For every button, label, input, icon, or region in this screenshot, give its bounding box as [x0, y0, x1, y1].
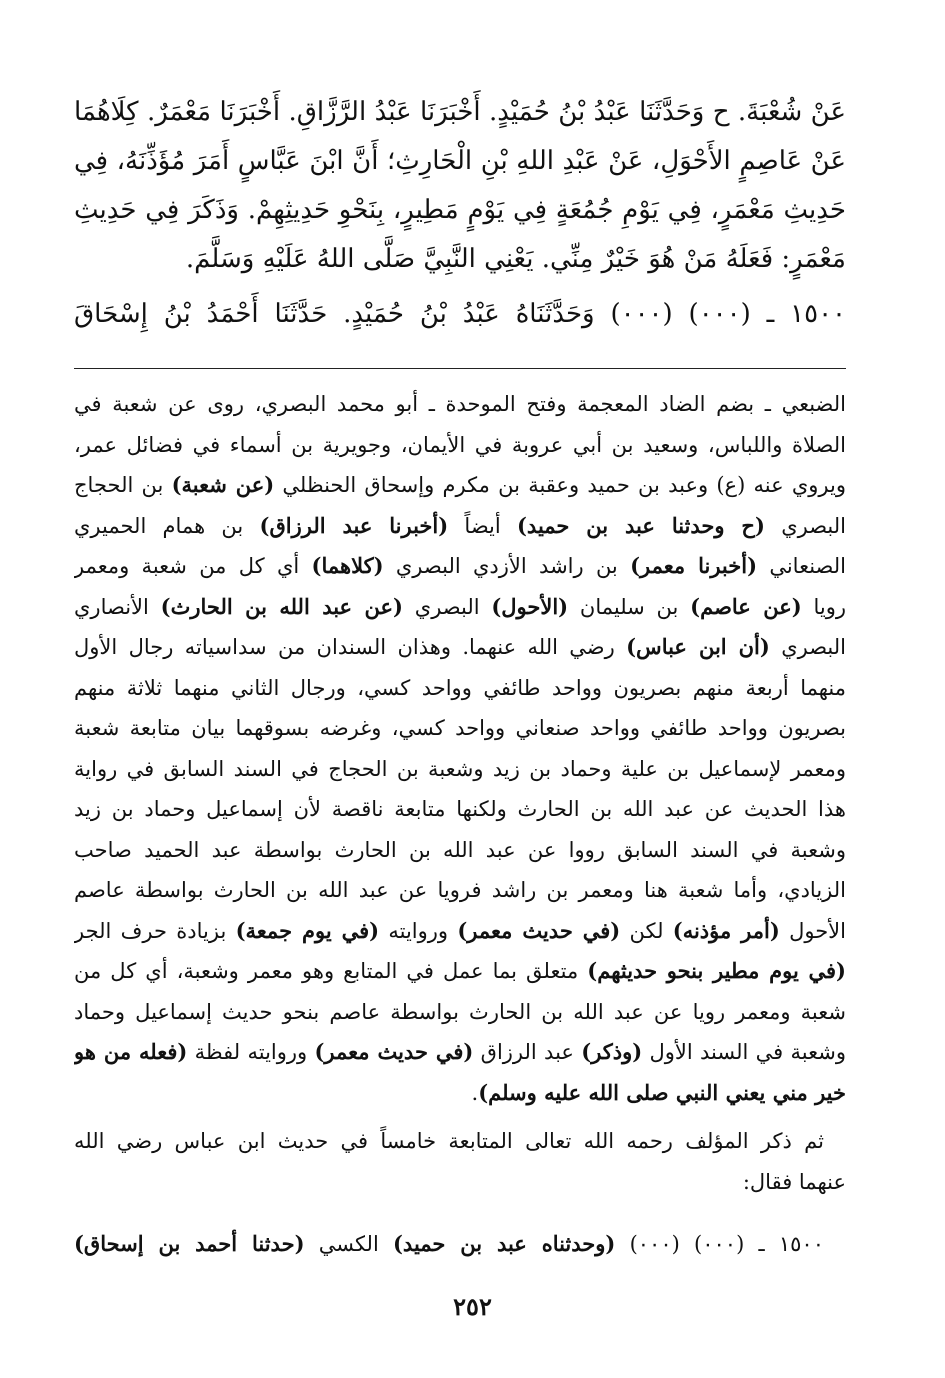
commentary-line: رويا (عن عاصم) بن سليمان (الأحول) البصري (عن عبد الله بن الحارث) الأنصاري: [74, 593, 846, 619]
commentary-line: وشعبة في السند السابق رووا عن عبد الله بن الحارث بواسطة عبد الحميد صاحب: [74, 837, 846, 862]
hadith-line-2: عَنْ عَاصِمٍ الأَحْوَلِ، عَنْ عَبْدِ اللهِ بْنِ الْحَارِثِ؛ أَنَّ ابْنَ عَبَّاسٍ أَمَرَ مُؤَذِّنَهُ، فِي: [74, 146, 846, 176]
hadith-line-4: مَعْمَرٍ: فَعَلَهُ مَنْ هُوَ خَيْرٌ مِنِّي. يَعْنِي النَّبِيَّ صَلَّى اللهُ عَلَيْهِ وَسَلَّمَ.: [185, 244, 846, 274]
commentary-line: هذا الحديث عن عبد الله بن الحارث ولكنها متابعة ناقصة لأن إسماعيل وحماد بن زيد: [74, 797, 846, 821]
commentary-line: ثم ذكر المؤلف رحمه الله تعالى المتابعة خامساً في حديث ابن عباس رضي الله: [74, 1129, 824, 1153]
commentary-line: شعبة ومعمر رويا عن عبد الله بن الحارث بواسطة عاصم بنحو حديث إسماعيل وحماد: [74, 999, 846, 1024]
commentary-line: بصريون وواحد طائفي وواحد صنعاني وواحد كسي، وغرضه بسوقهما بيان متابعة شعبة: [74, 716, 846, 740]
hadith-main-text: [74, 88, 846, 284]
commentary-line: البصري (ح وحدثنا عبد بن حميد) أيضاً (أخبرنا عبد الرزاق) بن همام الحميري: [74, 512, 846, 538]
hadith-line-3: حَدِيثِ مَعْمَرٍ، فِي يَوْمِ جُمُعَةٍ فِي يَوْمٍ مَطِيرٍ، بِنَحْوِ حَدِيثِهِمْ. وَذَكَرَ فِي حَدِيثِ: [74, 195, 846, 225]
next-hadith-line: ١٥٠٠ ـ (٠٠٠) (٠٠٠) وَحَدَّثَنَاهُ عَبْدُ بْنُ حُمَيْدٍ. حَدَّثَنَا أَحْمَدُ بْنُ إِسْحَاقَ: [74, 299, 846, 329]
commentary-line: الأحول (أمر مؤذنه) لكن (في حديث معمر) وروايته (في يوم جمعة) بزيادة حرف الجر: [74, 917, 846, 943]
commentary-line: البصري (أن ابن عباس) رضي الله عنهما. وهذان السندان من سداسياته رجال الأول: [74, 634, 846, 659]
commentary-line: الزيادي، وأما شعبة هنا ومعمر بن راشد فرويا عن عبد الله بن الحارث بواسطة عاصم: [74, 878, 846, 902]
commentary-line: الصنعاني (أخبرنا معمر) بن راشد الأزدي البصري (كلاهما) أي كل من شعبة ومعمر: [74, 553, 846, 578]
commentary-line: خير مني يعني النبي صلى الله عليه وسلم).: [471, 1079, 846, 1105]
hadith-line-1: عَنْ شُعْبَةَ. ح وَحَدَّثَنَا عَبْدُ بْنُ حُمَيْدٍ. أَخْبَرَنَا عَبْدُ الرَّزَّاقِ. أَخْبَرَنَا مَعْمَرٌ. كِلَاهُمَا: [74, 97, 846, 127]
commentary-line: ومعمر لإسماعيل بن علية وحماد بن زيد وشعبة بن الحجاج في السند السابق في رواية: [74, 756, 846, 781]
commentary-paragraph-2: [74, 1121, 846, 1202]
next-hadith-heading: [74, 290, 846, 339]
commentary-line: (في يوم مطير بنحو حديثهم) متعلق بما عمل في المتابع وهو معمر وشعبة، أي كل من: [74, 958, 846, 983]
commentary-line: ويروي عنه (ع) وعبد بن حميد وعقبة بن مكرم وإسحاق الحنظلي (عن شعبة) بن الحجاج: [74, 472, 846, 497]
commentary-hadith-1500: [74, 1224, 846, 1265]
commentary-block: [74, 384, 846, 1265]
commentary-line: الضبعي ـ بضم الضاد المعجمة وفتح الموحدة ـ أبو محمد البصري، روى عن شعبة في: [74, 392, 846, 416]
commentary-line: عنهما فقال:: [742, 1169, 846, 1194]
hadith-text-block: [74, 88, 846, 339]
commentary-line: الصلاة واللباس، وسعيد بن أبي عروبة في الأيمان، وجويرية بن أسماء في فضائل عمر،: [74, 432, 846, 457]
commentary-line: ١٥٠٠ ـ (٠٠٠) (٠٠٠) (وحدثناه عبد بن حميد) الكسي (حدثنا أحمد بن إسحاق): [74, 1231, 824, 1256]
commentary-line: منهما أربعة منهم بصريون وواحد طائفي وواحد كسي، ورجال الثاني منهما ثلاثة منهم: [74, 675, 846, 700]
page-number: ٢٥٢: [453, 1292, 492, 1321]
footnote-divider: [74, 368, 846, 369]
commentary-line: وشعبة في السند الأول (وذكر) عبد الرزاق (في حديث معمر) وروايته لفظة (فعله من هو: [74, 1039, 846, 1064]
